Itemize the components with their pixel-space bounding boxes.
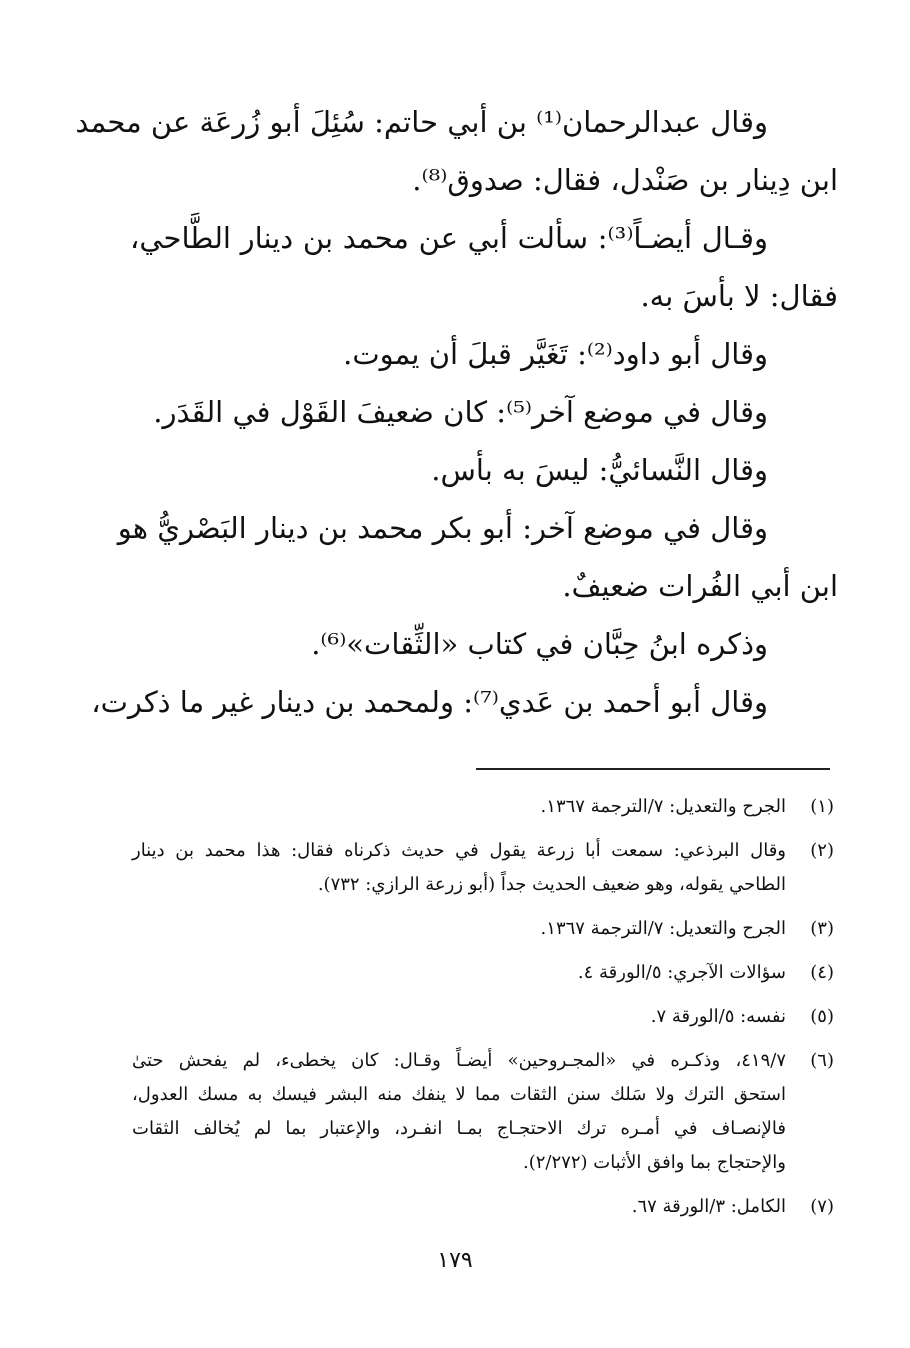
footnote-separator bbox=[476, 768, 830, 770]
footnote-number: (٤) bbox=[810, 962, 834, 983]
footnote-body bbox=[132, 790, 786, 824]
text-line: وقال أبو أحمد بن عَدي⁽⁷⁾: ولمحمد بن دينار غير ما ذكرت، bbox=[91, 685, 768, 719]
footnote-body bbox=[132, 956, 786, 990]
footnote-line: فالإنصـاف في أمـره ترك الاحتجـاج بمـا انفـرد، والإعتبار بما لم يُخالف الثقات bbox=[132, 1118, 786, 1139]
footnote-body bbox=[132, 1190, 786, 1224]
footnote bbox=[132, 1000, 834, 1034]
text-line: وقال عبدالرحمان⁽¹⁾ بن أبي حاتم: سُئِلَ أبو زُرعَة عن محمد bbox=[75, 105, 768, 139]
text-line: ابن أبي الفُرات ضعيفٌ. bbox=[562, 569, 838, 603]
text-line: وقال في موضع آخر: أبو بكر محمد بن دينار البَصْريُّ هو bbox=[117, 511, 768, 545]
page-number: ١٧٩ bbox=[437, 1248, 473, 1273]
footnotes-section bbox=[132, 790, 834, 1234]
footnote-line: استحق الترك ولا سَلك سنن الثقات مما لا ينفك منه البشر فيسك به مسك العدول، bbox=[132, 1084, 786, 1105]
footnote-line: سؤالات الآجري: ٥/الورقة ٤. bbox=[577, 962, 786, 983]
footnote-body bbox=[132, 912, 786, 946]
footnote-number: (٣) bbox=[810, 918, 834, 939]
footnote-line: الطاحي يقوله، وهو ضعيف الحديث جداً (أبو زرعة الرازي: ٧٣٢). bbox=[317, 874, 786, 895]
footnote bbox=[132, 1190, 834, 1224]
footnote bbox=[132, 790, 834, 824]
footnote-line: والإحتجاج بما وافق الأثبات (٢/٢٧٢). bbox=[523, 1152, 786, 1173]
footnote bbox=[132, 956, 834, 990]
footnote-number: (٥) bbox=[810, 1006, 834, 1027]
footnote-line: ٤١٩/٧، وذكـره في «المجـروحين» أيضـاً وقـال: كان يخطىء، لم يفحش حتىٰ bbox=[132, 1050, 786, 1071]
footnote-body bbox=[132, 1000, 786, 1034]
footnote-number: (١) bbox=[810, 796, 834, 817]
text-line: وذكره ابنُ حِبَّان في كتاب «الثِّقات»⁽⁶⁾. bbox=[311, 627, 768, 661]
text-line: ابن دِينار بن صَنْدل، فقال: صدوق⁽⁸⁾. bbox=[412, 163, 838, 197]
footnote-line: الجرح والتعديل: ٧/الترجمة ١٣٦٧. bbox=[540, 918, 786, 939]
text-line: وقـال أيضـاً⁽³⁾: سألت أبي عن محمد بن دينار الطَّاحي، bbox=[130, 221, 768, 255]
footnote-number: (٧) bbox=[810, 1196, 834, 1217]
footnote-body bbox=[132, 834, 786, 902]
footnote-number: (٢) bbox=[810, 840, 834, 861]
footnote bbox=[132, 912, 834, 946]
text-line: وقال في موضع آخر⁽⁵⁾: كان ضعيفَ القَوْل في القَدَر. bbox=[153, 395, 768, 429]
footnote bbox=[132, 834, 834, 902]
footnote-body bbox=[132, 1044, 786, 1180]
text-line: فقال: لا بأسَ به. bbox=[640, 279, 838, 313]
footnote-line: نفسه: ٥/الورقة ٧. bbox=[650, 1006, 786, 1027]
footnote-line: الجرح والتعديل: ٧/الترجمة ١٣٦٧. bbox=[540, 796, 786, 817]
footnote-line: وقال البرذعي: سمعت أبا زرعة يقول في حديث ذكرناه فقال: هذا محمد بن دينار bbox=[132, 840, 786, 861]
footnote bbox=[132, 1044, 834, 1180]
footnote-number: (٦) bbox=[810, 1050, 834, 1071]
text-line: وقال أبو داود⁽²⁾: تَغَيَّر قبلَ أن يموت. bbox=[343, 337, 768, 371]
main-text-body bbox=[75, 105, 838, 746]
footnote-line: الكامل: ٣/الورقة ٦٧. bbox=[631, 1196, 786, 1217]
text-line: وقال النَّسائيُّ: ليسَ به بأس. bbox=[431, 453, 768, 487]
